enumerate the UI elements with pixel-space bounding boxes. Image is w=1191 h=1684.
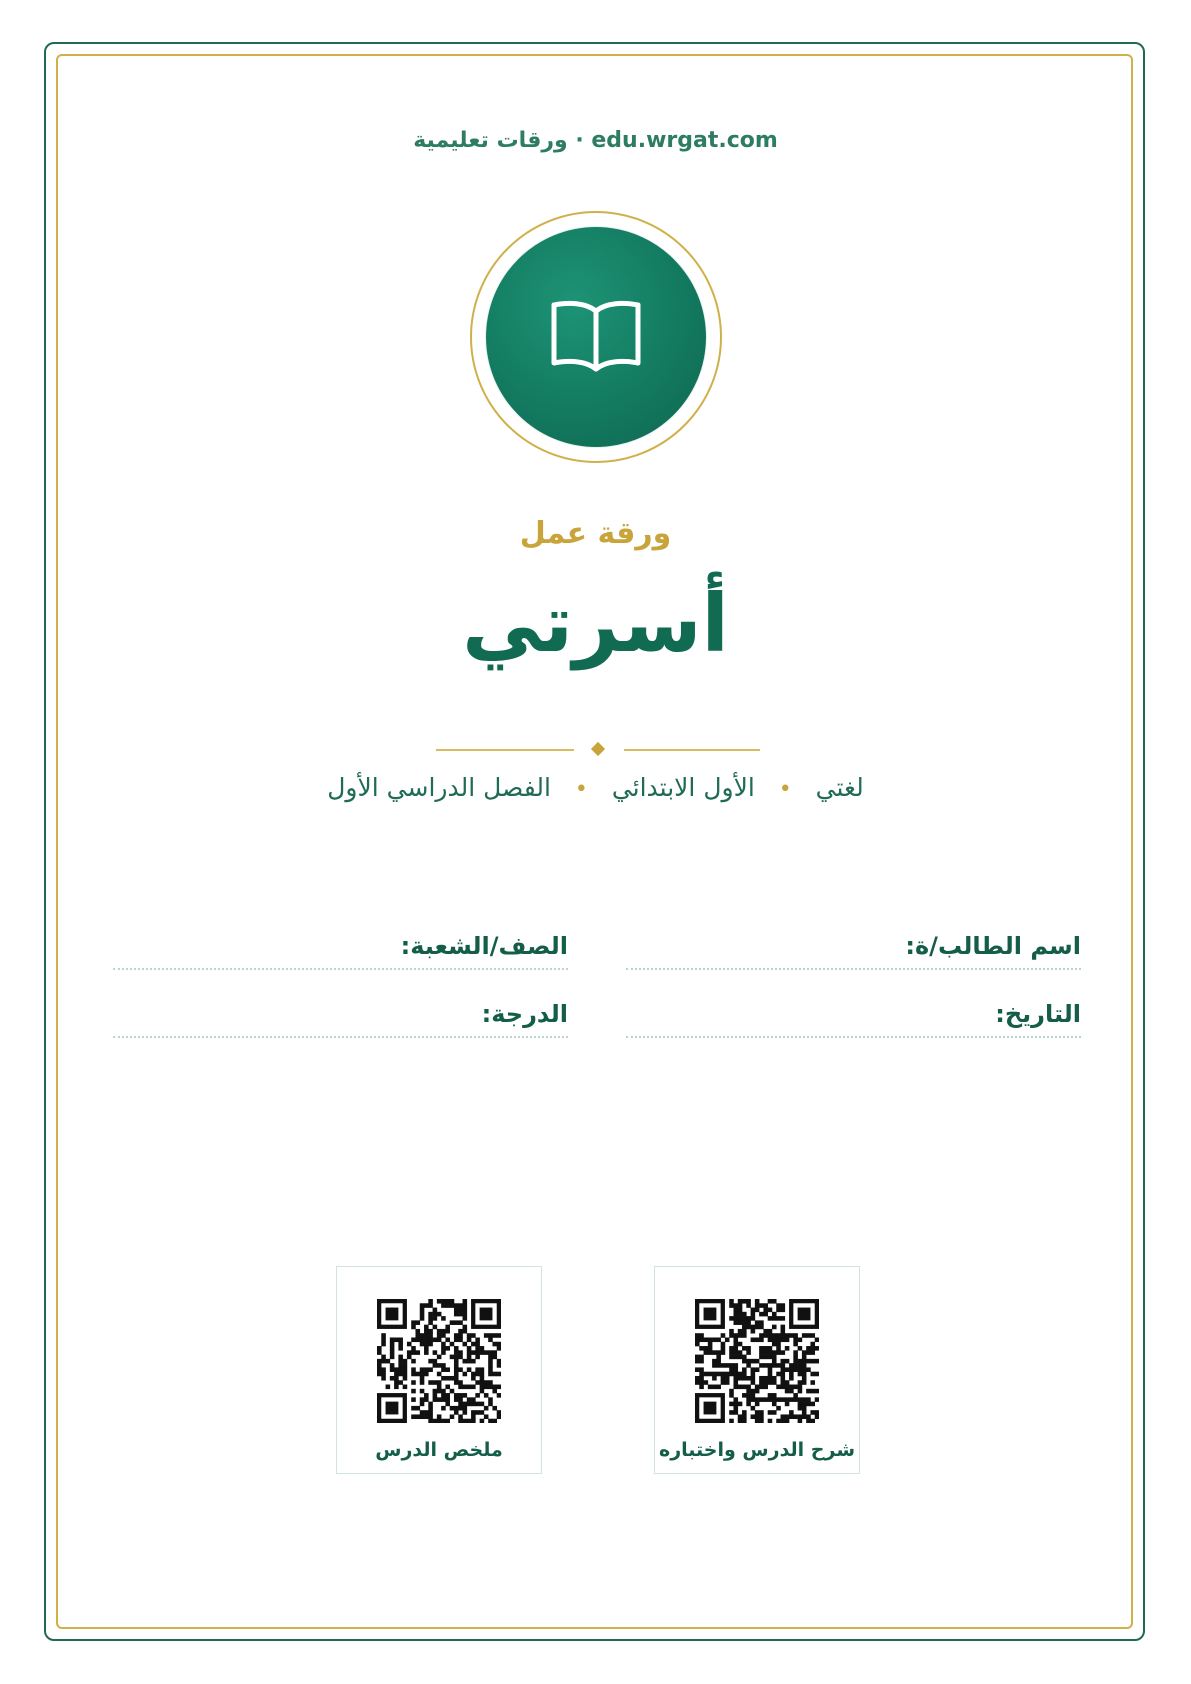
qr-card-lesson-explanation[interactable] [654, 1266, 860, 1474]
qr-card-lesson-summary[interactable] [336, 1266, 542, 1474]
worksheet-kicker: ورقة عمل [519, 516, 672, 551]
qr-caption: ملخص الدرس [375, 1439, 503, 1461]
meta-separator: • [778, 777, 792, 802]
meta-separator: • [574, 777, 588, 802]
divider-line-right [624, 749, 760, 751]
student-name-label: اسم الطالب/ة: [905, 932, 1081, 960]
worksheet-title: أسرتي [462, 577, 729, 670]
class-section-field[interactable] [113, 930, 568, 970]
course-meta [0, 773, 1191, 802]
date-field[interactable] [626, 998, 1081, 1038]
emblem-badge [486, 227, 706, 447]
meta-grade: الأول الابتدائي [611, 773, 755, 802]
date-label: التاريخ: [995, 1000, 1081, 1028]
site-caption: edu.wrgat.com · ورقات تعليمية [413, 128, 778, 153]
student-name-field[interactable] [626, 930, 1081, 970]
class-section-label: الصف/الشعبة: [400, 932, 568, 960]
divider-line-left [436, 749, 574, 751]
score-label: الدرجة: [481, 1000, 568, 1028]
qr-caption: شرح الدرس واختباره [658, 1439, 856, 1461]
meta-subject: لغتي [815, 773, 864, 802]
meta-term: الفصل الدراسي الأول [327, 773, 551, 802]
score-field[interactable] [113, 998, 568, 1038]
